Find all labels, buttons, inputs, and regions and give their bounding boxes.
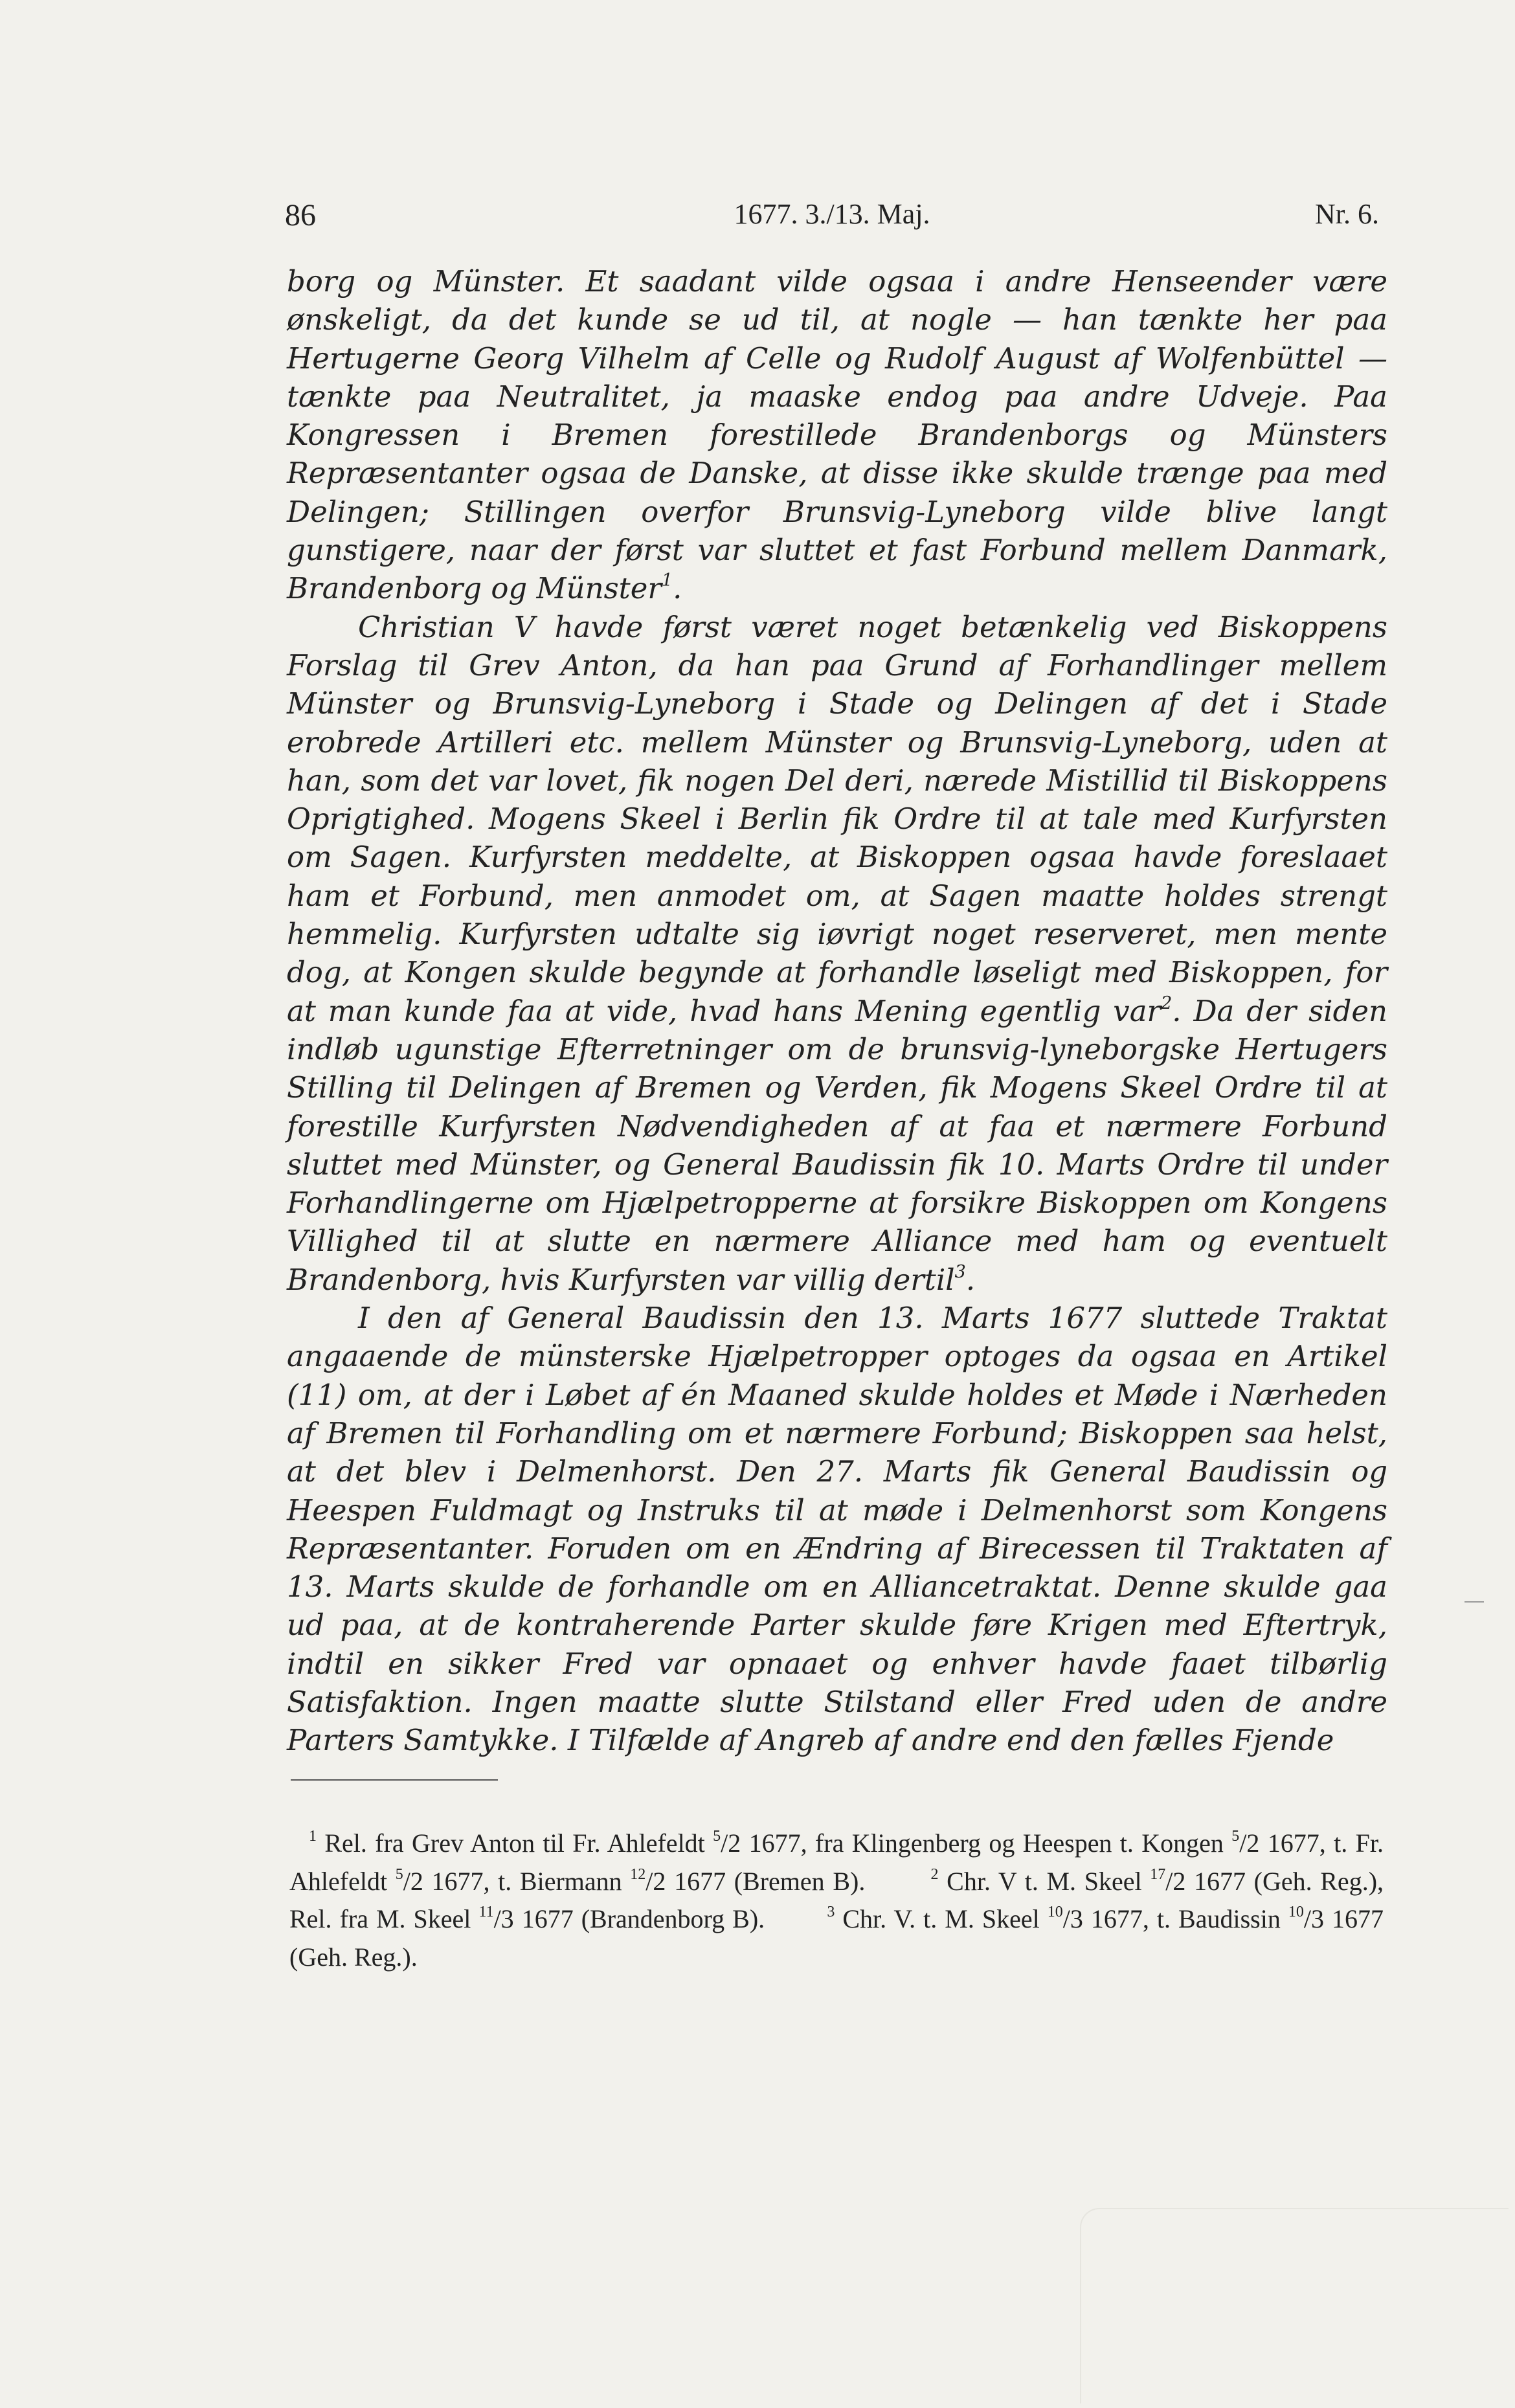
running-header	[285, 197, 1379, 236]
date-numerator: 5	[713, 1828, 721, 1845]
footnote-2-number: 2	[930, 1865, 939, 1883]
date-denominator: /2	[721, 1829, 741, 1858]
date-numerator: 17	[1150, 1865, 1166, 1883]
footnote-3-text: 1677 (Geh. Reg.).	[289, 1904, 1384, 1972]
footnote-ref-1: 1	[661, 570, 673, 591]
date-denominator: /3	[1062, 1904, 1083, 1933]
date-denominator: /2	[1239, 1829, 1260, 1858]
date-denominator: /3	[1303, 1904, 1324, 1933]
main-text	[287, 262, 1387, 1760]
document-number: Nr. 6.	[1315, 198, 1379, 230]
footnote-1-text: 1677, t. Fr. Ahlefeldt	[289, 1829, 1384, 1896]
date-numerator: 10	[1288, 1904, 1304, 1921]
date-denominator: /2	[645, 1866, 666, 1896]
header-date: 1677. 3./13. Maj.	[734, 198, 930, 230]
paragraph-2	[287, 608, 1387, 1299]
margin-mark	[1464, 1601, 1484, 1603]
footnotes	[289, 1825, 1384, 1976]
date-denominator: /2	[403, 1866, 423, 1896]
footnote-1-text: 1677, fra Klingenberg og Heespen t. Kongen	[741, 1829, 1232, 1858]
date-denominator: /3	[493, 1904, 514, 1933]
footnote-divider	[291, 1779, 498, 1781]
footnote-1-text: 1677, t. Biermann	[423, 1866, 631, 1896]
footnote-2-text: 1677 (Brandenborg B).	[513, 1904, 765, 1933]
footnote-ref-3: 3	[954, 1261, 966, 1282]
page-corner-shadow	[1080, 2208, 1509, 2403]
date-numerator: 5	[395, 1865, 403, 1883]
paragraph-3: I den af General Baudissin den 13. Marts 1677 sluttede Traktat angaaende de münsterske Hjælpetropper optoges da ogsaa en Artikel (11) om, at der i Løbet af én Maaned skulde holdes et Møde i Nærheden af Bremen til Forhandling om et nærmere Forbund; Biskoppen saa helst, at det blev i Delmenhorst. Den 27. Marts fik General Baudissin og Heespen Fuldmagt og Instruks til at møde i Delmenhorst som Kongens Repræsentanter. Foruden om en Ændring af Birecessen til Traktaten af 13. Marts skulde de forhandle om en Alliancetraktat. Denne skulde gaa ud paa, at de kontraherende Parter skulde føre Krigen med Eftertryk, indtil en sikker Fred var opnaaet og enhver havde faaet tilbørlig Satisfaktion. Ingen maatte slutte Stilstand eller Fred uden de andre Parters Samtykke. I Tilfælde af Angreb af andre end den fælles Fjende	[287, 1301, 1387, 1758]
footnote-block	[289, 1825, 1384, 1976]
date-numerator: 12	[630, 1865, 646, 1883]
footnote-1-number: 1	[309, 1828, 317, 1845]
paragraph-2-text-b: . Da der siden indløb ugunstige Efterretninger om de brunsvig-lyneborgske Hertugers Stilling til Delingen af Bremen og Verden, fik Mogens Skeel Ordre til at forestille Kurfyrsten Nødvendigheden af at faa et nærmere Forbund sluttet med Münster, og General Baudissin fik 10. Marts Ordre til under Forhandlingerne om Hjælpetropperne at forsikre Biskoppen om Kongens Villighed til at slutte en nærmere Alliance med ham og eventuelt Brandenborg, hvis Kurfyrsten var villig dertil	[287, 993, 1387, 1297]
footnote-3-text: Chr. V. t. M. Skeel	[835, 1904, 1048, 1933]
date-numerator: 10	[1047, 1904, 1063, 1921]
footnote-1-text: 1677 (Bremen B).	[666, 1866, 866, 1896]
paragraph-1-text: borg og Münster. Et saadant vilde ogsaa i andre Henseender være ønskeligt, da det kunde se ud til, at nogle — han tænkte her paa Hertugerne Georg Vilhelm af Celle og Rudolf August af Wolfenbüttel — tænkte paa Neutralitet, ja maaske endog paa andre Udveje. Paa Kongressen i Bremen forestillede Brandenborgs og Münsters Repræsentanter ogsaa de Danske, at disse ikke skulde trænge paa med Delingen; Stillingen overfor Brunsvig-Lyneborg vilde blive langt gunstigere, naar der først var sluttet et fast Forbund mellem Danmark, Brandenborg og Münster	[287, 264, 1387, 606]
paragraph-1	[287, 262, 1387, 608]
footnote-2-text: 1677 (Geh. Reg.), Rel. fra M. Skeel	[289, 1866, 1384, 1933]
footnote-2-text: Chr. V t. M. Skeel	[938, 1866, 1150, 1896]
footnote-3-number: 3	[827, 1904, 835, 1921]
paragraph-2-text-a: Christian V havde først været noget betænkelig ved Biskoppens Forslag til Grev Anton, da han paa Grund af Forhandlinger mellem Münster og Brunsvig-Lyneborg i Stade og Delingen af det i Stade erobrede Artilleri etc. mellem Münster og Brunsvig-Lyneborg, uden at han, som det var lovet, fik nogen Del deri, nærede Mistillid til Biskoppens Oprigtighed. Mogens Skeel i Berlin fik Ordre til at tale med Kurfyrsten om Sagen. Kurfyrsten meddelte, at Biskoppen ogsaa havde foreslaaet ham et Forbund, men anmodet om, at Sagen maatte holdes strengt hemmelig. Kurfyrsten udtalte sig iøvrigt noget reserveret, men mente dog, at Kongen skulde begynde at forhandle løseligt med Biskoppen, for at man kunde faa at vide, hvad hans Mening egentlig var	[287, 609, 1387, 1028]
footnote-ref-2: 2	[1161, 993, 1173, 1013]
footnote-1-text: Rel. fra Grev Anton til Fr. Ahlefeldt	[317, 1829, 713, 1858]
footnote-3-text: 1677, t. Baudissin	[1083, 1904, 1288, 1933]
page-number: 86	[285, 198, 316, 232]
date-numerator: 5	[1231, 1828, 1240, 1845]
date-numerator: 11	[478, 1904, 494, 1921]
paragraph-1-end: .	[673, 571, 682, 606]
date-denominator: /2	[1165, 1866, 1186, 1896]
paragraph-2-end: .	[965, 1262, 976, 1297]
